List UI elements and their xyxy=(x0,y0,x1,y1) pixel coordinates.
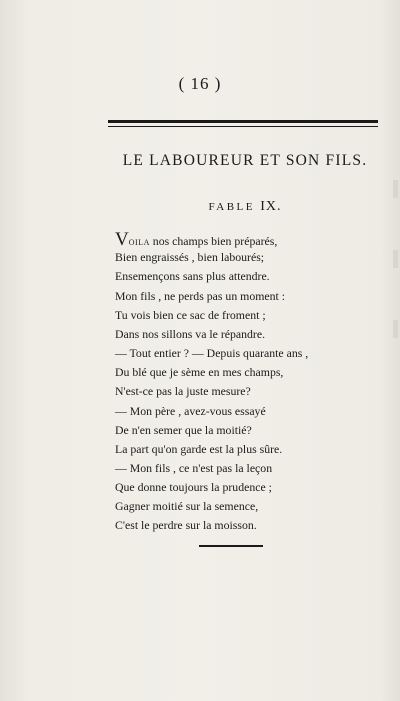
fable-title: LE LABOUREUR ET SON FILS. xyxy=(122,152,368,169)
drop-cap: V xyxy=(115,229,129,250)
poem-line-text: nos champs bien préparés, xyxy=(149,234,278,248)
fable-label: FABLE xyxy=(208,201,255,213)
poem-line: — Tout entier ? — Depuis quarante ans , xyxy=(115,346,309,360)
fable-number: IX. xyxy=(260,199,282,214)
poem-line: De n'en semer que la moitié? xyxy=(115,423,252,437)
poem-line: Tu vois bien ce sac de froment ; xyxy=(115,308,266,322)
poem-line: — Mon fils , ce n'est pas la leçon xyxy=(115,461,273,475)
poem-line: Bien engraissés , bien labourés; xyxy=(115,250,265,264)
poem-line: Ensemençons sans plus attendre. xyxy=(115,269,270,283)
header-rule-thick xyxy=(108,120,378,123)
margin-bleed-mark xyxy=(393,180,398,198)
poem-line: La part qu'on garde est la plus sûre. xyxy=(115,442,283,456)
poem-line: Dans nos sillons va le répandre. xyxy=(115,327,266,341)
first-word-rest: oila xyxy=(128,234,150,248)
poem-line: Gagner moitié sur la semence, xyxy=(115,499,259,513)
poem-line xyxy=(115,230,277,250)
poem-line: N'est-ce pas la juste mesure? xyxy=(115,384,251,398)
fable-subtitle xyxy=(100,199,390,215)
header-rule-thin xyxy=(108,126,378,127)
page-number: ( 16 ) xyxy=(178,74,222,93)
poem-line: Mon fils , ne perds pas un moment : xyxy=(115,289,286,303)
poem-line: — Mon père , avez-vous essayé xyxy=(115,404,266,418)
poem-line: Que donne toujours la prudence ; xyxy=(115,480,272,494)
end-rule xyxy=(199,545,263,547)
poem-line: Du blé que je sème en mes champs, xyxy=(115,365,284,379)
poem-line: C'est le perdre sur la moisson. xyxy=(115,518,257,532)
margin-bleed-mark xyxy=(393,320,398,338)
margin-bleed-mark xyxy=(393,250,398,268)
